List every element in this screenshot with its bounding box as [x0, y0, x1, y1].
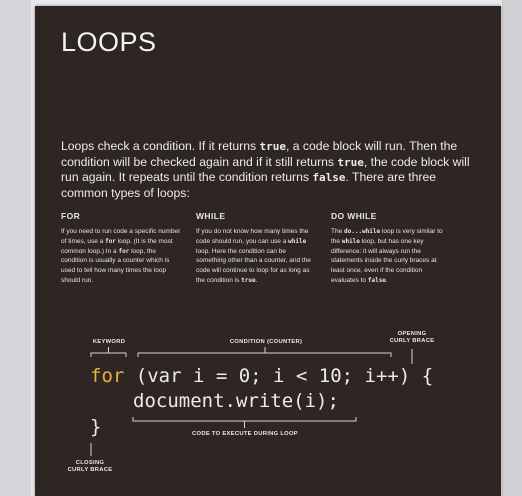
code-condition: (var i = 0; i < 10; i++) {	[124, 365, 434, 387]
column-code: while	[341, 237, 360, 245]
column-heading: FOR	[61, 211, 81, 221]
intro-text: , the code block will run again. It repeats until the condition returns	[61, 154, 470, 184]
code-line-2: document.write(i);	[133, 390, 339, 412]
column-text: The	[331, 228, 345, 235]
code-keyword: for	[90, 365, 125, 387]
intro-text: . There are three common types of loops:	[61, 170, 437, 200]
column-code: false	[367, 276, 386, 284]
label-line: CURLY BRACE	[67, 467, 113, 473]
column-code: do...while	[344, 228, 381, 235]
column-text: loop. (It is the most common loop.) In a	[61, 237, 173, 255]
column-text: If you need to run code a specific number of times, use a	[61, 228, 181, 245]
intro-text: Loops check a condition. If it returns	[61, 139, 260, 153]
condition-label: CONDITION (COUNTER)	[229, 339, 303, 345]
column-text: .	[385, 276, 388, 284]
intro-code: true	[337, 155, 364, 169]
label-line: CURLY BRACE	[389, 338, 435, 344]
label-line: CLOSING	[75, 460, 105, 466]
column-text: loop, but has one key difference: it will always run the statements inside the curly braces at least once, even if the condition evaluates to	[331, 237, 437, 284]
intro-text: , a code block will run. Then the condition will be checked again and if it still returns	[61, 139, 458, 169]
label-line: OPENING	[397, 331, 427, 337]
intro-code: true	[259, 140, 286, 153]
column-code: for	[118, 247, 130, 255]
column-text: If you do not know how many times the code should run, you can use a	[196, 228, 309, 245]
page-title: LOOPS	[61, 27, 157, 57]
column-text: .	[255, 276, 258, 284]
column-text: loop is very similar to the	[331, 228, 443, 245]
keyword-bracket	[91, 353, 126, 357]
column-heading: DO WHILE	[331, 211, 377, 221]
column-code: while	[288, 237, 307, 245]
intro-code: false	[312, 171, 346, 184]
column-text: loop, the condition is usually a counter which is used to tell how many times the loop should run.	[61, 247, 170, 284]
code-body-bracket	[133, 417, 356, 421]
column-text: loop. Here the condition can be something other than a counter, and the code will continue to loop for as long as the condition is	[196, 247, 311, 284]
keyword-label: KEYWORD	[92, 339, 126, 345]
condition-bracket	[138, 353, 391, 357]
code-execute-label: CODE TO EXECUTE DURING LOOP	[192, 431, 298, 437]
column-code: true	[241, 276, 256, 284]
code-line-3: }	[90, 416, 102, 438]
column-code: for	[105, 237, 116, 245]
column-heading: WHILE	[196, 211, 226, 221]
